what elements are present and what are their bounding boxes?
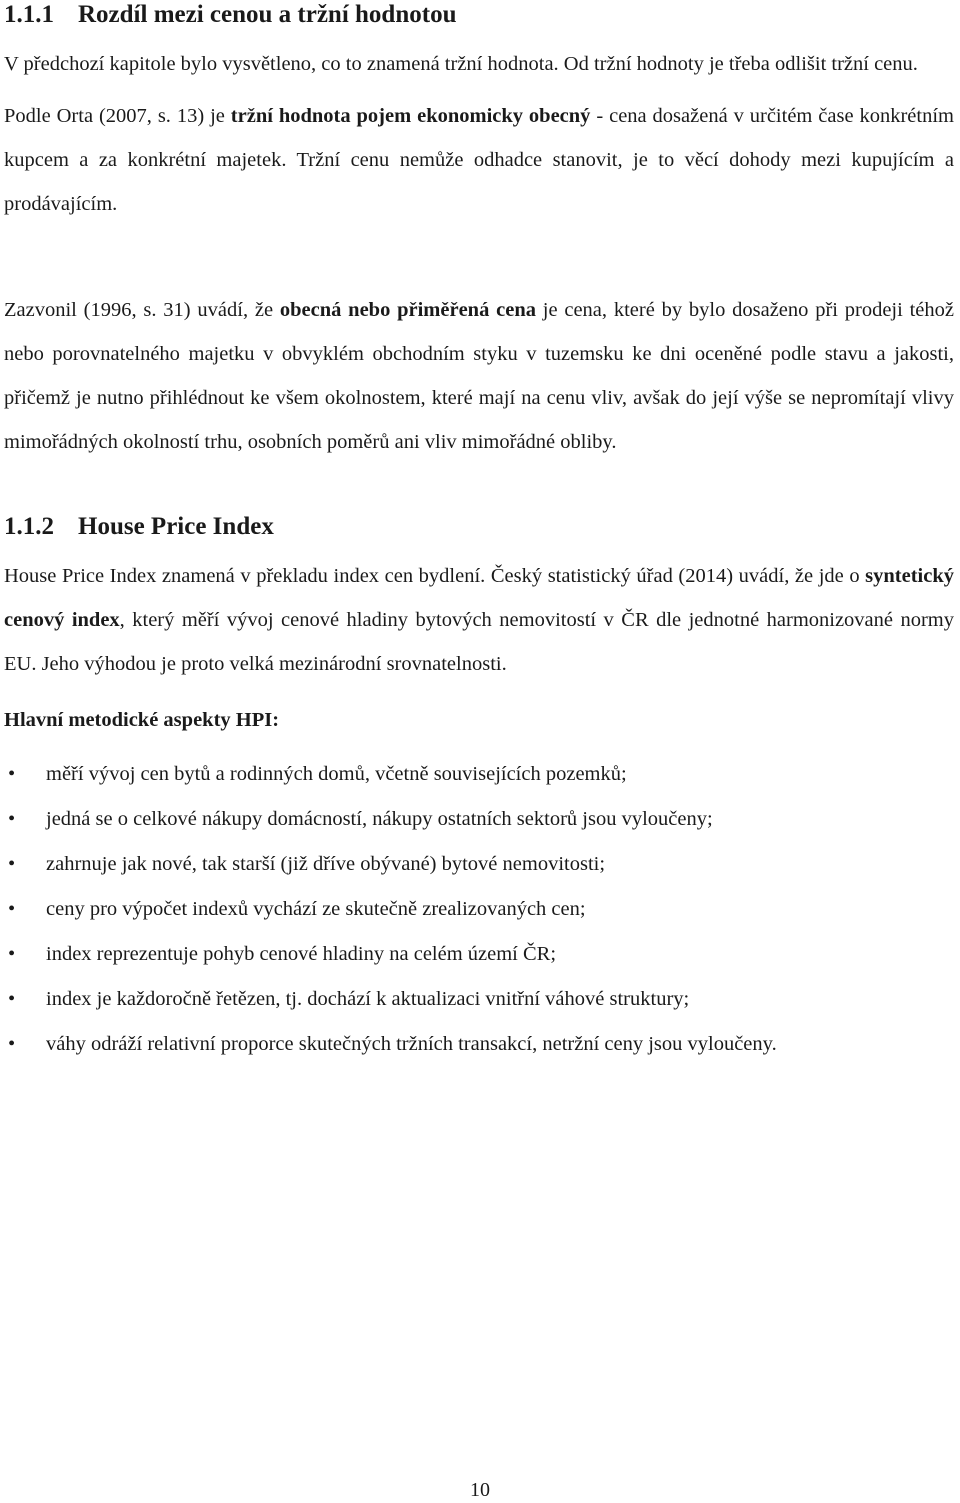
paragraph-text: je cena, které by bylo dosaženo při prodeji téhož nebo porovnatelného majetku v obvyklém obchodním styku v tuzemsku ke dni oceněné podle stavu a jakosti, přičemž je nutno přihlédnout ke všem okolnostem, které mají na cenu vliv, avšak do její výše se nepromítají vlivy mimořádných okolností trhu, osobních poměrů ani vliv mimořádné obliby. [4, 299, 955, 453]
list-item-text: váhy odráží relativní proporce skutečných tržních transakcí, netržní ceny jsou vyloučeny. [46, 1033, 777, 1055]
paragraph-text: House Price Index znamená v překladu index cen bydlení. Český statistický úřad (2014) uvádí, že jde o [4, 565, 866, 587]
aspects-title: Hlavní metodické aspekty HPI: [4, 709, 280, 731]
list-item-text: ceny pro výpočet indexů vychází ze skutečně zrealizovaných cen; [46, 898, 586, 920]
bullet-icon: • [8, 808, 16, 830]
bullet-icon: • [8, 1033, 16, 1055]
list-item [4, 932, 954, 977]
paragraph-zazvonil [4, 288, 954, 464]
list-item-text: měří vývoj cen bytů a rodinných domů, včetně souvisejících pozemků; [46, 763, 627, 785]
emphasis-term: obecná nebo přiměřená cena [279, 299, 536, 321]
section-heading-1-1-2 [4, 512, 954, 542]
list-item [4, 842, 954, 887]
bullet-icon: • [8, 853, 16, 875]
bullet-icon: • [8, 763, 16, 785]
emphasis-term: syntetický cenový index [4, 565, 954, 631]
document-page [4, 0, 954, 1067]
paragraph-hpi [4, 554, 954, 686]
list-item [4, 1022, 954, 1067]
paragraph-intro: V předchozí kapitole bylo vysvětleno, co to znamená tržní hodnota. Od tržní hodnoty je třeba odlišit tržní cenu. [4, 53, 918, 75]
paragraph-text: Zazvonil (1996, s. 31) uvádí, že [4, 299, 280, 321]
paragraph-text: Podle Orta (2007, s. 13) je [4, 105, 231, 127]
list-item-text: index je každoročně řetězen, tj. dochází k aktualizaci vnitřní váhové struktury; [46, 988, 690, 1010]
list-item-text: index reprezentuje pohyb cenové hladiny na celém území ČR; [46, 943, 557, 965]
paragraph-text: - cena dosažená v určitém čase konkrétním kupcem a za konkrétní majetek. Tržní cenu nemůže odhadce stanovit, je to věcí dohody mezi kupujícím a prodávajícím. [4, 105, 954, 215]
list-item [4, 797, 954, 842]
paragraph-orta [4, 94, 954, 226]
list-item [4, 887, 954, 932]
aspects-list [4, 752, 954, 1067]
list-item-text: jedná se o celkové nákupy domácností, nákupy ostatních sektorů jsou vyloučeny; [46, 808, 713, 830]
section-title: House Price Index [78, 513, 274, 540]
bullet-icon: • [8, 988, 16, 1010]
section-number: 1.1.1 [4, 1, 54, 28]
page-number: 10 [470, 1479, 490, 1501]
bullet-icon: • [8, 898, 16, 920]
paragraph-text: , který měří vývoj cenové hladiny bytových nemovitostí v ČR dle jednotné harmonizované normy EU. Jeho výhodou je proto velká mezinárodní srovnatelnosti. [4, 609, 954, 675]
emphasis-term: tržní hodnota pojem ekonomicky obecný [230, 105, 591, 127]
list-item-text: zahrnuje jak nové, tak starší (již dříve obývané) bytové nemovitosti; [46, 853, 606, 875]
bullet-icon: • [8, 943, 16, 965]
list-item [4, 752, 954, 797]
section-number: 1.1.2 [4, 513, 54, 540]
list-item [4, 977, 954, 1022]
section-heading-1-1-1 [4, 0, 954, 30]
section-title: Rozdíl mezi cenou a tržní hodnotou [78, 1, 457, 28]
